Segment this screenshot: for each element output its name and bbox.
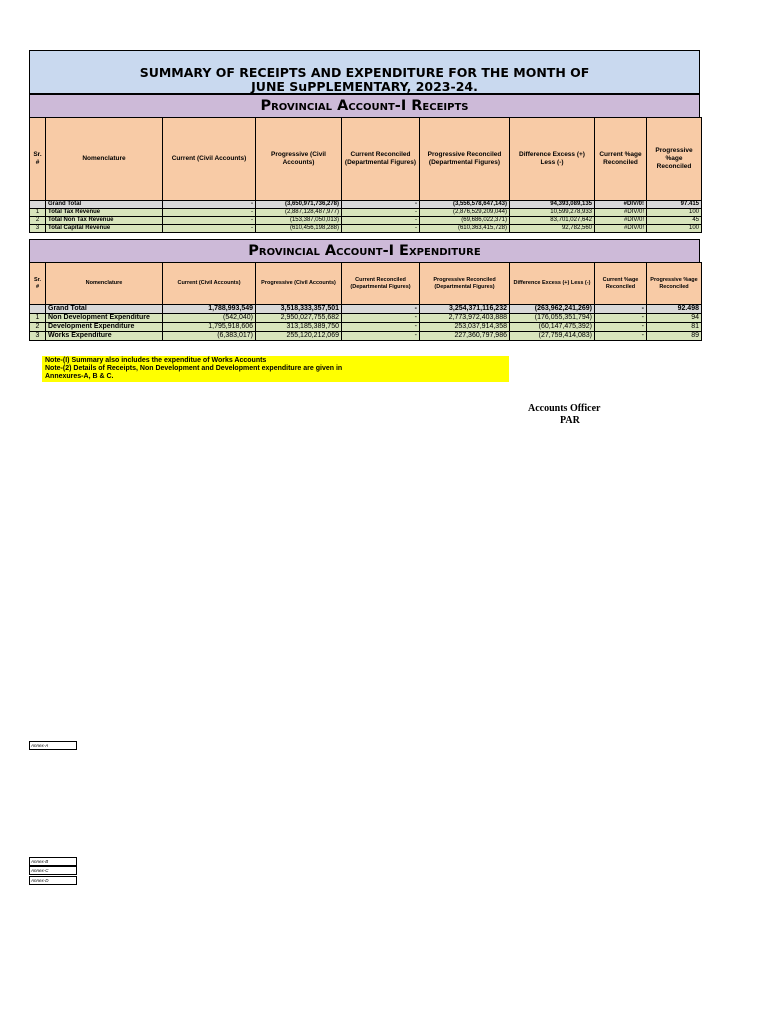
current-pct-cell: - [595,305,647,314]
current-cell: (542,040) [163,314,256,323]
progressive-reconciled-cell: 253,037,914,358 [420,323,510,332]
expenditure-header-row [30,263,702,305]
progressive-reconciled-cell: (2,876,529,209,044) [420,209,510,217]
col-header: Current (Civil Accounts) [163,118,256,201]
current-reconciled-cell: - [342,225,420,233]
progressive-cell: (3,650,971,736,278) [256,201,342,209]
expenditure-heading: Provincial Account-I Expenditure [29,239,700,263]
annex-a-link[interactable]: Annex-A [29,741,77,750]
difference-cell: 83,701,027,642 [510,217,595,225]
difference-cell: 92,782,560 [510,225,595,233]
col-header: Difference Excess (+) Less (-) [510,118,595,201]
col-header: Progressive (Civil Accounts) [256,118,342,201]
difference-cell: 94,393,089,135 [510,201,595,209]
current-cell: (6,383,017) [163,332,256,341]
note-line: Note-(2) Details of Receipts, Non Development and Development expenditure are given in [45,365,343,372]
sr-cell: 2 [30,217,46,225]
col-header: Current (Civil Accounts) [163,263,256,305]
table-row [30,305,702,314]
current-pct-cell: - [595,314,647,323]
current-reconciled-cell: - [342,305,420,314]
progressive-reconciled-cell: (69,686,022,371) [420,217,510,225]
progressive-reconciled-cell: 3,254,371,116,232 [420,305,510,314]
nomenclature-cell: Works Expenditure [46,332,163,341]
current-reconciled-cell: - [342,209,420,217]
current-pct-cell: #DIV/0! [595,225,647,233]
progressive-cell: 255,120,212,069 [256,332,342,341]
table-row [30,201,702,209]
sr-cell [30,201,46,209]
current-cell: - [163,209,256,217]
nomenclature-cell: Total Non Tax Revenue [46,217,163,225]
col-header: Progressive %age Reconciled [647,118,702,201]
report-title [29,50,700,94]
receipts-header-row [30,118,702,201]
signature-title: Accounts Officer [528,403,601,414]
current-reconciled-cell: - [342,332,420,341]
current-cell: 1,795,918,606 [163,323,256,332]
current-cell: - [163,217,256,225]
progressive-pct-cell: 45 [647,217,702,225]
report-title-line1: SUMMARY OF RECEIPTS AND EXPENDITURE FOR THE MONTH OF [139,65,590,80]
col-header: Difference Excess (+) Less (-) [510,263,595,305]
annex-d-link[interactable]: Annex-D [29,876,77,885]
nomenclature-cell: Total Tax Revenue [46,209,163,217]
col-header: Progressive %age Reconciled [647,263,702,305]
col-header: Progressive Reconciled (Departmental Figures) [420,118,510,201]
current-reconciled-cell: - [342,217,420,225]
progressive-reconciled-cell: (3,556,578,647,143) [420,201,510,209]
col-header: Sr. # [30,118,46,201]
progressive-reconciled-cell: 2,773,972,403,888 [420,314,510,323]
current-cell: - [163,225,256,233]
progressive-cell: 313,185,389,750 [256,323,342,332]
notes-box [42,356,509,382]
col-header: Nomenclature [46,263,163,305]
sr-cell: 1 [30,209,46,217]
progressive-pct-cell: 100 [647,225,702,233]
current-reconciled-cell: - [342,201,420,209]
nomenclature-cell: Non Development Expenditure [46,314,163,323]
col-header: Progressive Reconciled (Departmental Figures) [420,263,510,305]
col-header: Sr. # [30,263,46,305]
table-row [30,225,702,233]
progressive-cell: (2,887,128,487,977) [256,209,342,217]
progressive-cell: (153,387,050,013) [256,217,342,225]
note-line: Note-(I) Summary also includes the expenditue of Works Accounts [45,357,267,364]
table-row [30,323,702,332]
difference-cell: (176,055,351,794) [510,314,595,323]
sr-cell: 1 [30,314,46,323]
receipts-table [29,117,702,233]
progressive-pct-cell: 89 [647,332,702,341]
sr-cell: 3 [30,225,46,233]
signature-office: PAR [560,415,580,426]
progressive-pct-cell: 94 [647,314,702,323]
receipts-heading: Provincial Account-I Receipts [29,94,700,118]
progressive-cell: 2,950,027,755,682 [256,314,342,323]
current-reconciled-cell: - [342,314,420,323]
progressive-cell: 3,518,333,357,501 [256,305,342,314]
annex-c-link[interactable]: Annex-C [29,866,77,875]
current-pct-cell: - [595,323,647,332]
current-reconciled-cell: - [342,323,420,332]
progressive-pct-cell: 100 [647,209,702,217]
table-row [30,217,702,225]
report-title-line2: JUNE SuPPLEMENTARY, 2023-24. [251,79,478,94]
progressive-pct-cell: 81 [647,323,702,332]
annex-b-link[interactable]: Annex-B [29,857,77,866]
progressive-reconciled-cell: 227,360,797,986 [420,332,510,341]
progressive-cell: (610,456,198,288) [256,225,342,233]
col-header: Current %age Reconciled [595,118,647,201]
table-row [30,209,702,217]
current-pct-cell: #DIV/0! [595,209,647,217]
note-line: Annexures-A, B & C. [45,373,114,380]
table-row [30,332,702,341]
difference-cell: 10,599,278,933 [510,209,595,217]
sr-cell [30,305,46,314]
col-header: Progressive (Civil Accounts) [256,263,342,305]
current-pct-cell: #DIV/0! [595,201,647,209]
difference-cell: (263,962,241,269) [510,305,595,314]
progressive-pct-cell: 92.498 [647,305,702,314]
col-header: Nomenclature [46,118,163,201]
current-pct-cell: #DIV/0! [595,217,647,225]
expenditure-table [29,262,702,341]
current-pct-cell: - [595,332,647,341]
nomenclature-cell: Grand Total [46,305,163,314]
current-cell: 1,788,993,549 [163,305,256,314]
table-row [30,314,702,323]
col-header: Current %age Reconciled [595,263,647,305]
sr-cell: 3 [30,332,46,341]
col-header: Current Reconciled (Departmental Figures) [342,263,420,305]
progressive-pct-cell: 97.415 [647,201,702,209]
progressive-reconciled-cell: (610,363,415,728) [420,225,510,233]
difference-cell: (60,147,475,392) [510,323,595,332]
nomenclature-cell: Development Expenditure [46,323,163,332]
sr-cell: 2 [30,323,46,332]
difference-cell: (27,759,414,083) [510,332,595,341]
col-header: Current Reconciled (Departmental Figures) [342,118,420,201]
current-cell: - [163,201,256,209]
nomenclature-cell: Total Capital Revenue [46,225,163,233]
nomenclature-cell: Grand Total [46,201,163,209]
